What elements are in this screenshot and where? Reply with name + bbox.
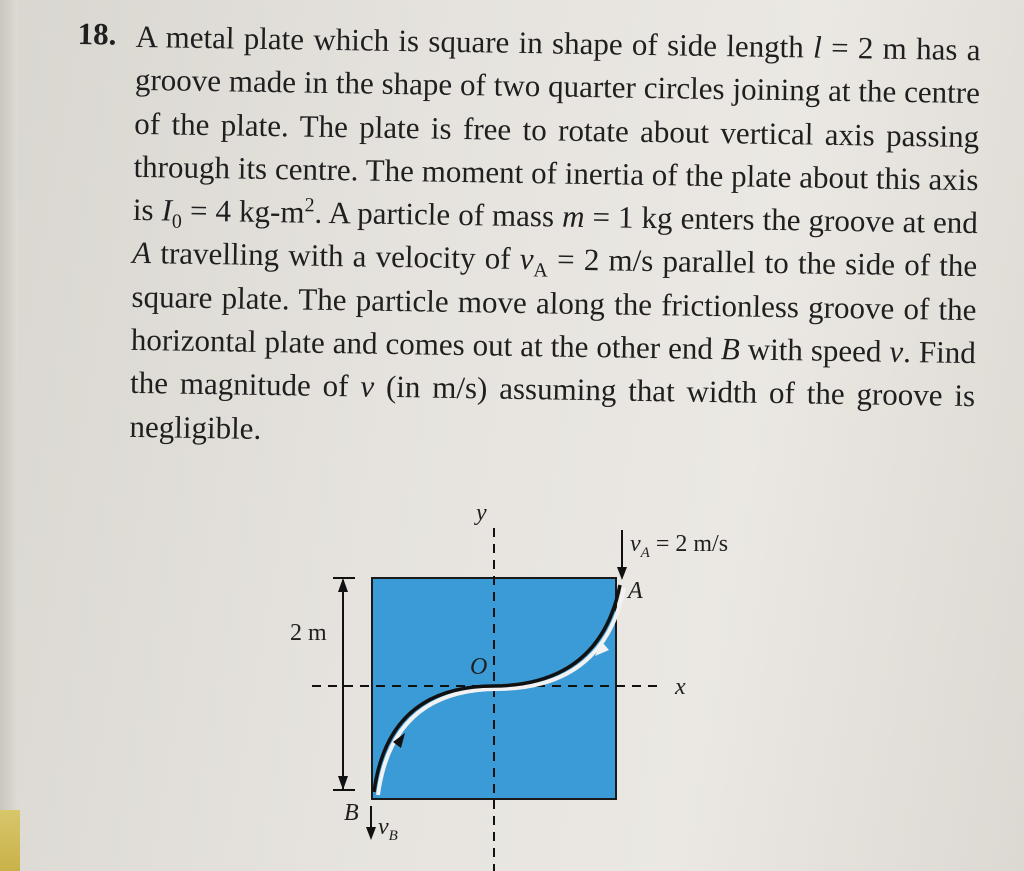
text-part: with speed bbox=[739, 331, 890, 369]
text-part: = 4 kg-m bbox=[181, 192, 305, 230]
symbol-v: v bbox=[360, 368, 375, 405]
label-vA: $v_A = 2$ m/s bbox=[630, 531, 729, 561]
vA-arrow-head bbox=[617, 567, 627, 580]
text-part: A metal plate which is square in shape of side length bbox=[135, 18, 814, 65]
text-part: . Find the magnitude of bbox=[129, 334, 977, 404]
subscript-0: 0 bbox=[171, 210, 182, 234]
symbol-B: B bbox=[720, 331, 741, 367]
symbol-I: I bbox=[161, 192, 173, 228]
dimension-arrow-bottom bbox=[338, 776, 348, 790]
label-origin: O bbox=[470, 654, 488, 680]
label-y: y bbox=[476, 500, 487, 526]
symbol-v: v bbox=[889, 333, 904, 370]
question-number: 18. bbox=[77, 15, 117, 52]
symbol-v: v bbox=[519, 241, 534, 277]
subscript-A: A bbox=[533, 259, 548, 283]
label-x: x bbox=[675, 674, 686, 700]
dimension-arrow-top bbox=[338, 578, 348, 592]
label-B: B bbox=[344, 800, 359, 826]
label-vB: $v_B$ bbox=[378, 814, 398, 844]
text-part: = 2 m has a groove made in the shape of two quarter circles joining at the centre of the plate. The plate is free to rotate about vertical axis passing through its centre. The moment of inertia of the plate about this axis is bbox=[132, 29, 981, 228]
symbol-A: A bbox=[131, 235, 152, 271]
superscript-2: 2 bbox=[304, 194, 315, 217]
text-part: travelling with a velocity of bbox=[150, 235, 521, 277]
vB-arrow-head bbox=[366, 827, 376, 840]
text-part: . A particle of mass bbox=[314, 194, 563, 234]
text-part: = 2 m/s parallel to the side of the square plate. The particle move along the frictionless groove of the horizontal plate and comes out at the other end bbox=[130, 241, 978, 367]
label-side-length: 2 m bbox=[290, 620, 327, 646]
symbol-l: l bbox=[812, 29, 823, 65]
label-A: A bbox=[628, 578, 643, 604]
symbol-m: m bbox=[561, 198, 585, 235]
text-part: = 1 kg enters the groove at end bbox=[584, 199, 979, 241]
text-part: (in m/s) assuming that width of the groove is negligible. bbox=[129, 369, 976, 446]
